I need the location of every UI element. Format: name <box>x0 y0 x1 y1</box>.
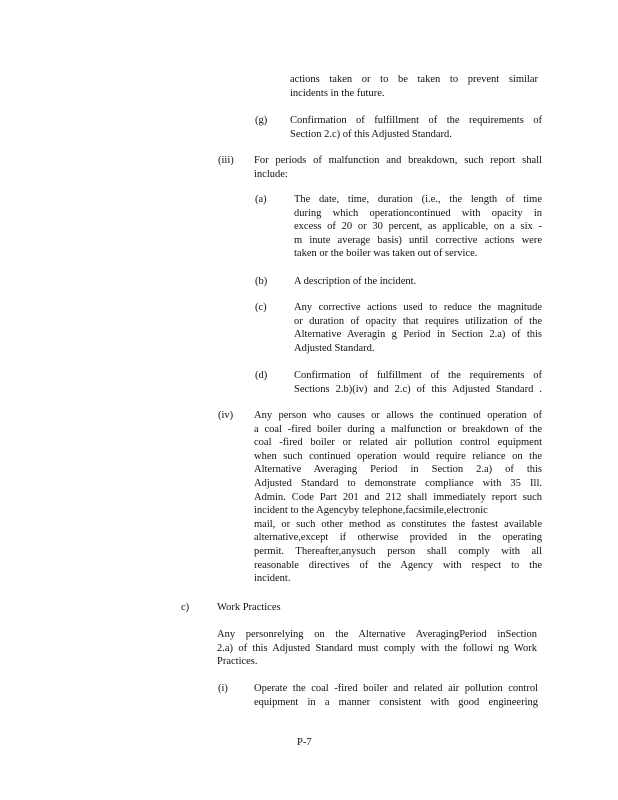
item-a-label: (a) <box>255 194 267 205</box>
item-i-line-2: equipment in a manner consistent with good engineering <box>254 697 538 708</box>
item-g-line-1: Confirmation of fulfillment of the requirements of <box>290 115 542 126</box>
item-a-line: excess of 20 or 30 percent, as applicable, on a six - <box>294 221 542 233</box>
item-a-line: taken or the boiler was taken out of service. <box>294 248 478 260</box>
item-iv-line: Alternative Averaging Period in Section 2.a) of this <box>254 464 542 476</box>
item-i-line-1: Operate the coal -fired boiler and related air pollution control <box>254 683 538 694</box>
item-c-line: Alternative Averagin g Period in Section 2.a) of this <box>294 329 542 341</box>
item-iv-line: permit. Thereafter,anysuch person shall comply with all <box>254 545 542 557</box>
item-iv-line: Adjusted Standard to demonstrate compliance with 35 Ill. <box>254 477 542 489</box>
item-iv-label: (iv) <box>218 410 234 421</box>
item-iv-line: when such continued operation would require reliance on the <box>254 450 542 462</box>
item-c-text <box>294 301 542 355</box>
item-iv-line: incident to the Agencyby telephone,facsimile,electronic <box>254 505 488 517</box>
item-g-line-2: Section 2.c) of this Adjusted Standard. <box>290 129 452 140</box>
item-c-line: Adjusted Standard. <box>294 342 375 354</box>
section-c-para-line: Any personrelying on the Alternative AveragingPeriod inSection <box>217 629 537 640</box>
intro-line-1: actions taken or to be taken to prevent similar <box>290 74 538 85</box>
item-iv-line: Admin. Code Part 201 and 212 shall immediately report such <box>254 491 542 503</box>
item-b-label: (b) <box>255 276 268 287</box>
item-b-text: A description of the incident. <box>294 276 417 287</box>
section-c-heading: Work Practices <box>217 602 281 613</box>
item-iv-line: coal -fired boiler or related air pollution control equipment <box>254 437 542 449</box>
item-iv-line: Any person who causes or allows the continued operation of <box>254 410 542 421</box>
item-iv-line: mail, or such other method as constitutes the fastest available <box>254 518 542 530</box>
item-iii-line-1: For periods of malfunction and breakdown, such report shall <box>254 155 542 166</box>
item-iv-line: alternative,except if otherwise provided in the operating <box>254 532 542 544</box>
item-g-label: (g) <box>255 115 268 126</box>
intro-line-2: incidents in the future. <box>290 88 385 99</box>
item-iii-label: (iii) <box>218 155 234 166</box>
section-c-para-line: Practices. <box>217 656 258 668</box>
item-iii-line-2: include: <box>254 169 288 180</box>
item-i-label: (i) <box>218 683 228 694</box>
item-a-line: during which operationcontinued with opacity in <box>294 207 542 219</box>
item-d-label: (d) <box>255 370 268 381</box>
item-c-line: or duration of opacity that requires utilization of the <box>294 315 542 327</box>
item-iv-text <box>254 409 542 586</box>
item-iv-line: incident. <box>254 573 291 585</box>
item-d-line-1: Confirmation of fulfillment of the requirements of <box>294 370 542 381</box>
section-c-label: c) <box>181 602 190 613</box>
item-iv-line: reasonable directives of the Agency with respect to the <box>254 559 542 571</box>
section-c-paragraph <box>217 628 537 669</box>
item-a-line: m inute average basis) until corrective actions were <box>294 234 542 246</box>
page-number: P-7 <box>297 737 312 748</box>
item-c-label: (c) <box>255 302 267 313</box>
item-c-line: Any corrective actions used to reduce the magnitude <box>294 302 542 313</box>
item-a-line: The date, time, duration (i.e., the length of time <box>294 194 542 205</box>
item-d-line-2: Sections 2.b)(iv) and 2.c) of this Adjusted Standard . <box>294 384 542 395</box>
item-a-text <box>294 193 542 261</box>
item-iv-line: a coal -fired boiler during a malfunction or breakdown of the <box>254 423 542 435</box>
section-c-para-line: 2.a) of this Adjusted Standard must comply with the followi ng Work <box>217 642 537 654</box>
